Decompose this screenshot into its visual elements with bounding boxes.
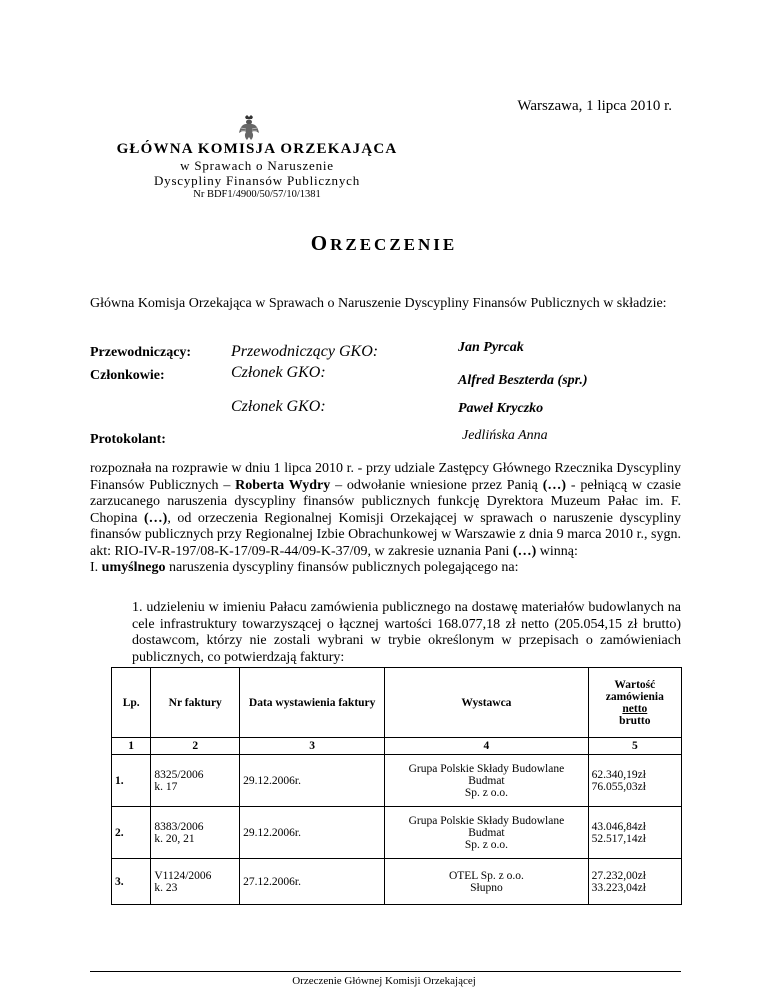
value-netto: 43.046,84zł — [591, 820, 646, 833]
point-numeral: I. — [90, 560, 102, 575]
chair-label: Przewodniczący: — [90, 345, 192, 360]
document-title — [0, 231, 768, 256]
role-chair: Przewodniczący GKO: — [231, 343, 379, 360]
header-order-value — [588, 668, 681, 738]
body-part-4: , od orzeczenia Regionalnej Komisji Orzekającej w sprawach o naruszenie dyscypliny finansów publicznych przy Regionalnej Izbie Obrachunkowej w Warszawie z dnia 9 marca 2010 r., sygn. akt: RIO-IV-R-197/08-K-17/09-R-44/09-K-37/09, w zakresie uznania Pani — [90, 510, 681, 559]
body-part-1: rozpoznała na rozprawie w dniu 1 lipca 2010 r. - przy udziale Zastępcy Głównego Rzecznika Dyscypliny Finansów Publicznych – — [90, 461, 681, 493]
row-value — [588, 859, 681, 905]
table-row — [112, 859, 682, 905]
row-invoice-number — [151, 807, 240, 859]
clerk-name: Jedlińska Anna — [462, 428, 548, 443]
row-issuer — [385, 755, 588, 807]
anonymized-2: (…) — [144, 510, 168, 526]
page-footer: Orzeczenie Głównej Komisji Orzekającej — [292, 975, 476, 987]
chair-name: Jan Pyrcak — [458, 340, 524, 355]
value-netto: 62.340,19zł — [591, 768, 646, 781]
index-cell: 2 — [151, 738, 240, 755]
issuer-line-2: Budmat — [468, 826, 505, 839]
header-value-brutto: brutto — [619, 714, 651, 727]
role-member-1: Członek GKO: — [231, 364, 326, 381]
header-value-label: Wartość zamówienia — [605, 678, 664, 703]
value-brutto: 52.517,14zł — [591, 832, 646, 845]
row-value — [588, 755, 681, 807]
row-issue-date: 29.12.2006r. — [240, 755, 385, 807]
role-member-2: Członek GKO: — [231, 398, 326, 415]
header-lp: Lp. — [112, 668, 151, 738]
issuer-line-2: Słupno — [470, 881, 503, 894]
invoice-page: k. 23 — [154, 881, 178, 894]
issuer-line-2: Budmat — [468, 774, 505, 787]
issuer-line-3: Sp. z o.o. — [464, 838, 508, 851]
footer-divider — [90, 971, 681, 972]
organization-name: GŁÓWNA KOMISJA ORZEKAJĄCA — [116, 141, 398, 157]
index-cell: 4 — [385, 738, 588, 755]
header-value-netto: netto — [622, 702, 648, 715]
table-row — [112, 755, 682, 807]
point-text: naruszenia dyscypliny finansów publicznych polegającego na: — [165, 560, 519, 575]
value-netto: 27.232,00zł — [591, 869, 646, 882]
index-cell: 1 — [112, 738, 151, 755]
issuer-line-1: OTEL Sp. z o.o. — [448, 869, 524, 882]
header-issue-date: Data wystawienia faktury — [240, 668, 385, 738]
table-header-row — [112, 668, 682, 738]
anonymized-3: (…) — [512, 543, 537, 559]
member-1-name: Alfred Beszterda (spr.) — [458, 373, 588, 388]
invoice-number: 8383/2006 — [154, 820, 204, 833]
row-lp: 1. — [112, 755, 151, 807]
table-index-row — [112, 738, 682, 755]
row-lp: 3. — [112, 859, 151, 905]
members-label: Członkowie: — [90, 368, 165, 383]
invoice-number: V1124/2006 — [154, 869, 212, 882]
organization-subtitle-2: Dyscypliny Finansów Publicznych — [153, 173, 361, 188]
case-number: Nr BDF1/4900/50/57/10/1381 — [193, 189, 321, 200]
body-part-2: – odwołanie wniesione przez Panią — [330, 477, 543, 493]
issuer-line-1: Grupa Polskie Składy Budowlane — [408, 814, 565, 827]
row-issuer — [385, 807, 588, 859]
ruling-body — [90, 461, 681, 577]
header-issuer: Wystawca — [385, 668, 588, 738]
row-issue-date: 27.12.2006r. — [240, 859, 385, 905]
document-date: Warszawa, 1 lipca 2010 r. — [517, 98, 672, 114]
invoice-page: k. 20, 21 — [154, 832, 195, 845]
row-value — [588, 807, 681, 859]
title-initial: O — [310, 231, 331, 255]
row-issue-date: 29.12.2006r. — [240, 807, 385, 859]
title-rest: RZECZENIE — [330, 235, 458, 254]
header-invoice-number: Nr faktury — [151, 668, 240, 738]
point-emphasis: umyślnego — [101, 560, 166, 575]
invoice-number: 8325/2006 — [154, 768, 204, 781]
eagle-emblem-icon — [238, 114, 260, 142]
row-invoice-number — [151, 755, 240, 807]
body-part-3: - pełniącą w czasie zarzucanego naruszenia dyscypliny finansów publicznych funkcję Dyrektora Muzeum Pałac im. F. Chopina — [90, 477, 682, 526]
value-brutto: 33.223,04zł — [591, 881, 646, 894]
intro-text: Główna Komisja Orzekająca w Sprawach o Naruszenie Dyscypliny Finansów Publicznych w składzie: — [90, 296, 667, 311]
body-part-5: winną: — [536, 543, 578, 559]
issuer-line-3: Sp. z o.o. — [464, 786, 508, 799]
clerk-label: Protokolant: — [90, 432, 166, 447]
row-issuer — [385, 859, 588, 905]
organization-subtitle-1: w Sprawach o Naruszenie — [180, 158, 334, 173]
issuer-line-1: Grupa Polskie Składy Budowlane — [408, 762, 565, 775]
table-row — [112, 807, 682, 859]
member-2-name: Paweł Kryczko — [458, 401, 544, 416]
list-item-1: 1. udzieleniu w imieniu Pałacu zamówienia publicznego na dostawę materiałów budowlanych na cele infrastruktury towarzyszącej o łącznej wartości 168.077,18 zł netto (205.054,15 zł brutto) dostawcom, którzy nie zostali wybrani w trybie określonym w przepisach o zamówieniach publicznych, co potwierdzają faktury: — [132, 600, 681, 665]
anonymized-1: (…) — [542, 477, 567, 493]
row-lp: 2. — [112, 807, 151, 859]
organization-block — [108, 141, 406, 200]
value-brutto: 76.055,03zł — [591, 780, 646, 793]
prosecutor-name: Roberta Wydry — [235, 477, 331, 493]
row-invoice-number — [151, 859, 240, 905]
index-cell: 5 — [588, 738, 681, 755]
invoice-table — [111, 667, 682, 905]
index-cell: 3 — [240, 738, 385, 755]
invoice-page: k. 17 — [154, 780, 178, 793]
